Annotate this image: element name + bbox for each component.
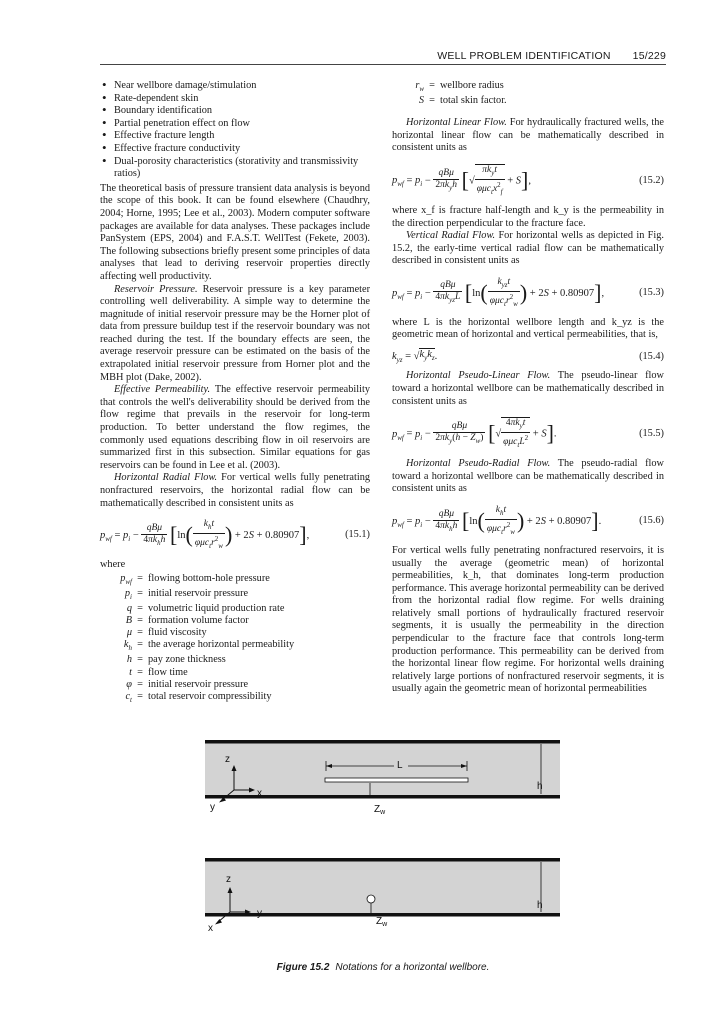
run-in-heading: Horizontal Pseudo-Linear Flow.: [406, 370, 551, 382]
figure-panel-top: [205, 740, 560, 816]
definition-row: $p_{wf}$ = flowing bottom-hole pressure: [120, 572, 270, 586]
x-label: x: [208, 923, 213, 934]
run-in-heading: Horizontal Pseudo-Radial Flow.: [406, 458, 551, 470]
list-item: • Near wellbore damage/stimulation: [100, 80, 370, 93]
paragraph-vertical-radial-flow: Vertical Radial Flow. For horizontal wells as depicted in Fig. 15.2, the early-time vertical radial flow can be mathematically described in consistent units as: [392, 230, 664, 267]
definition-row: $p_i$ = initial reservoir pressure: [124, 587, 249, 601]
figure-caption-text: Notations for a horizontal wellbore.: [335, 962, 490, 973]
list-item: • Partial penetration effect on flow: [100, 118, 370, 131]
definition-row: B = formation volume factor: [125, 615, 249, 627]
paragraph-pseudo-radial-flow: Horizontal Pseudo-Radial Flow. The pseudo-radial flow toward a horizontal wellbore can be mathematically described in consistent units as: [392, 458, 664, 495]
paragraph-intro: The theoretical basis of pressure transient data analysis is beyond the scope of this book. It can be found elsewhere (Chaudhry, 2004; Horne, 1995; Lee et al., 2003). Modern computer software packages are available for data analyses. These packages include PanSystem (EPS, 2004) and F.A.S.T. WellTest (Fekete, 2003). The following subsections briefly present some principles of data analyses that lead to deriving reservoir properties directly affecting well productivity.: [100, 182, 370, 282]
equation-body: $p_{wf} = p_i$ − $\frac{\text{qBμ}}{4\pi k_{yz}L}$ [ln( $\frac{k_{yz}t}{\varphi\mu c_tr^2_w}$ ) + 2S + 0.80907],: [392, 276, 605, 308]
list-item: • Rate-dependent skin: [100, 93, 370, 106]
definition-row: t = flow time: [129, 666, 188, 678]
equation-body: $p_{wf} = p_i$ − $\frac{\text{qBμ}}{2\pi k_y(h - Z_w)}$ [√ $\frac{4\pi k_yt}{\varphi\mu c_tL^2}$ + S].: [392, 418, 557, 450]
list-item: • Boundary identification: [100, 105, 370, 118]
paragraph-after-15-3: where L is the horizontal wellbore length and k_yz is the geometric mean of horizontal and vertical permeabilities, that is,: [392, 316, 664, 341]
paragraph-reservoir-pressure: Reservoir Pressure. Reservoir pressure is a key parameter controlling well deliverability. A simple way to determine the magnitude of initial reservoir pressure may be the Horner plot of data from pressure buildup test if the reservoir boundary was not reached during the test. If the boundary effects are seen, the average reservoir pressure can be estimated on the basis of the extrapolated initial reservoir pressure from Horner plot and the MBH plot (Dake, 2002).: [100, 283, 370, 383]
top-boundary: [205, 858, 560, 862]
definition-row: $r_w$ = wellbore radius: [415, 80, 504, 94]
reservoir-layer: [205, 860, 560, 914]
equation-number: (15.1): [345, 529, 370, 541]
figure-panel-bottom: [205, 858, 560, 934]
paragraph-effective-permeability: Effective Permeability. The effective reservoir permeability that controls the well's deliverability should be derived from the flow regime that prevails in the reservoir for long-term production. To better understand the flow regimes, the commonly used equations describing flow in oil reservoirs are summarized first in this subsection. Similar equations for gas reservoirs can be found in Lee et al. (2003).: [100, 384, 370, 471]
z-label: z: [226, 874, 231, 885]
list-item: • Effective fracture conductivity: [100, 143, 370, 156]
horizontal-wellbore: [325, 778, 468, 782]
wellbore-cross-section: [367, 895, 375, 903]
definition-row: $c_t$ = total reservoir compressibility: [125, 690, 272, 704]
definition-row: μ = fluid viscosity: [126, 627, 207, 639]
thickness-label: h: [537, 781, 543, 792]
list-item: • Dual-porosity characteristics (storativity and transmissivity ratios): [100, 156, 370, 181]
y-label: y: [210, 802, 215, 813]
list-item: • Effective fracture length: [100, 130, 370, 143]
run-in-heading: Horizontal Linear Flow.: [406, 117, 507, 129]
where-label: where: [100, 559, 126, 571]
paragraph-horizontal-linear-flow: Horizontal Linear Flow. For hydraulically fractured wells, the horizontal linear flow can be mathematically described in consistent units as: [392, 117, 664, 154]
length-label: L: [397, 760, 403, 771]
paragraph-conclusion: For vertical wells fully penetrating nonfractured reservoirs, it is usually the average (geometric mean) of horizontal permeabilities, k_h, that dominates long-term production performance. This average horizontal permeability can be derived from the horizontal radial flow regime. For wells draining relatively small portions of hydraulically fractured reservoir segments, it is usually the permeability in the direction perpendicular to the fracture face that controls long-term production performance. This permeability can be derived from the horizontal linear flow regime. For horizontal wells draining relatively large portions of nonfractured reservoir segments, it is usually again the geometric mean of horizontal permeabilities: [392, 544, 664, 695]
run-in-heading: Effective Permeability.: [114, 384, 211, 396]
equation-body: $p_{wf} = p_i$ − $\frac{\text{qBμ}}{4\pi k_hh}$ [ln( $\frac{k_ht}{\varphi\mu c_tr^2_w}$ ) + 2S + 0.80907].: [392, 504, 602, 536]
equation-body: $p_{wf} = p_i$ − $\frac{\text{qBμ}}{2\pi k_yh}$ [√ $\frac{\pi k_yt}{\varphi\mu c_tx^2_f}$ + S],: [392, 165, 531, 196]
page-number: 15/229: [632, 50, 666, 62]
figure-caption: [100, 962, 666, 973]
thickness-label: h: [537, 900, 543, 911]
z-label: z: [225, 754, 230, 765]
equation-number: (15.6): [639, 515, 664, 527]
x-label: x: [257, 788, 262, 799]
definition-row: $k_h$ = the average horizontal permeability: [123, 639, 295, 653]
equation-body: $p_{wf} = p_i$ − $\frac{\text{qBμ}}{4\pi k_hh}$ [ln( $\frac{k_ht}{\varphi\mu c_tr^2_w}$ ) + 2S + 0.80907],: [100, 519, 310, 551]
definition-row: q = volumetric liquid production rate: [126, 603, 285, 614]
definition-row: h = pay zone thickness: [126, 654, 226, 666]
running-title: WELL PROBLEM IDENTIFICATION: [437, 50, 611, 62]
zw-label: $Z_w$: [376, 916, 388, 928]
equation-number: (15.2): [639, 174, 664, 186]
paragraph-after-15-2: where x_f is fracture half-length and k_y is the permeability in the direction perpendicular to the fracture face.: [392, 204, 664, 229]
run-in-heading: Horizontal Radial Flow.: [114, 472, 218, 484]
definition-row: S = total skin factor.: [418, 95, 507, 107]
y-label: y: [257, 908, 262, 919]
equation-number: (15.3): [639, 287, 664, 299]
equation-number: (15.4): [639, 350, 664, 362]
paragraph-horizontal-radial-flow: Horizontal Radial Flow. For vertical wells fully penetrating nonfractured reservoirs, the horizontal radial flow can be mathematically described in consistent units as: [100, 472, 370, 509]
equation-number: (15.5): [639, 427, 664, 439]
run-in-heading: Vertical Radial Flow.: [406, 230, 496, 242]
definition-row: φ = initial reservoir pressure: [126, 678, 249, 690]
zw-label: $Z_w$: [374, 804, 386, 816]
equation-body: $k_{yz} = √k_yk_z$.: [392, 349, 438, 364]
run-in-heading: Reservoir Pressure.: [114, 283, 198, 295]
paragraph-pseudo-linear-flow: Horizontal Pseudo-Linear Flow. The pseudo-linear flow toward a horizontal wellbore can be mathematically described in consistent units as: [392, 370, 664, 407]
top-boundary: [205, 740, 560, 744]
figure-label: Figure 15.2: [276, 962, 330, 973]
